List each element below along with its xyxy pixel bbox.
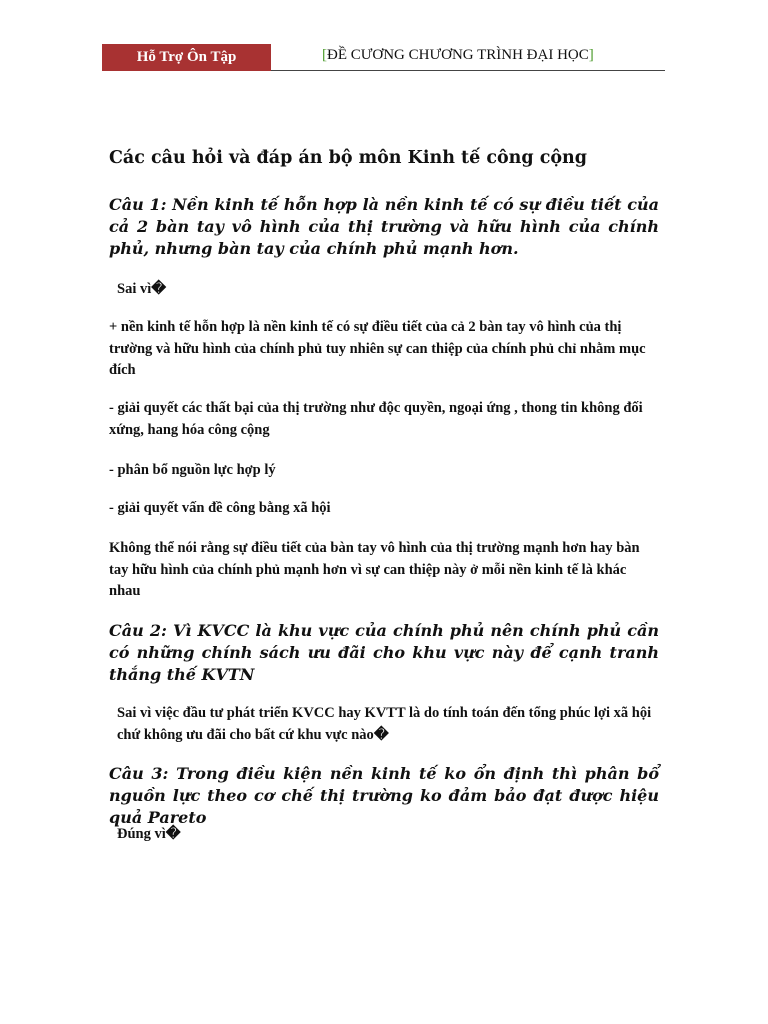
- document-title: Các câu hỏi và đáp án bộ môn Kinh tế công cộng: [109, 148, 588, 168]
- answer-1-paragraph: - phân bổ nguồn lực hợp lý: [109, 462, 276, 478]
- answer-2-text: Sai vì việc đầu tư phát triển KVCC hay KVTT là do tính toán đến tổng phúc lợi xã hội chứ không ưu đãi cho bất cứ khu vực nào: [117, 705, 652, 743]
- header-title-text: ĐỀ CƯƠNG CHƯƠNG TRÌNH ĐẠI HỌC: [327, 47, 589, 63]
- answer-1-paragraph: + nền kinh tế hỗn hợp là nền kinh tế có sự điều tiết của cả 2 bàn tay vô hình của thị trường và hữu hình của chính phủ tuy nhiên sự can thiệp của chính phủ chỉ nhằm mục đích: [109, 319, 646, 378]
- answer-1-lead: [109, 279, 667, 301]
- bracket-close: ]: [588, 47, 594, 63]
- bracket-open: [: [322, 47, 327, 63]
- header-tag: Hỗ Trợ Ôn Tập: [102, 44, 271, 71]
- unknown-glyph: �: [165, 826, 181, 842]
- answer-1-paragraph: Không thể nói rằng sự điều tiết của bàn tay vô hình của thị trường mạnh hơn hay bàn tay hữu hình của chính phủ mạnh hơn vì sự can thiệp này ở mỗi nền kinh tế là khác nhau: [109, 540, 640, 599]
- unknown-glyph: �: [151, 281, 167, 297]
- answer-1-paragraph: - giải quyết các thất bại của thị trường như độc quyền, ngoại ứng , thong tin không đối xứng, hang hóa công cộng: [109, 400, 643, 438]
- header-rule: [271, 70, 665, 71]
- question-1: Câu 1: Nền kinh tế hỗn hợp là nền kinh tế có sự điều tiết của cả 2 bàn tay vô hình của thị trường và hữu hình của chính phủ, nhưng bàn tay của chính phủ mạnh hơn.: [109, 195, 659, 258]
- question-2: Câu 2: Vì KVCC là khu vực của chính phủ nên chính phủ cần có những chính sách ưu đãi cho khu vực này để cạnh tranh thắng thế KVTN: [109, 621, 659, 684]
- unknown-glyph: �: [373, 726, 389, 743]
- header-title: [322, 47, 594, 64]
- answer-3-lead: [109, 824, 667, 846]
- answer-2: [109, 703, 667, 746]
- answer-1-paragraph: - giải quyết vấn đề công bằng xã hội: [109, 500, 331, 516]
- answer-1-lead-text: Sai vì: [117, 281, 152, 297]
- answer-3-lead-text: Đúng vì: [117, 826, 166, 842]
- question-3: Câu 3: Trong điều kiện nền kinh tế ko ổn định thì phân bổ nguồn lực theo cơ chế thị trường ko đảm bảo đạt được hiệu quả Pareto: [109, 764, 659, 827]
